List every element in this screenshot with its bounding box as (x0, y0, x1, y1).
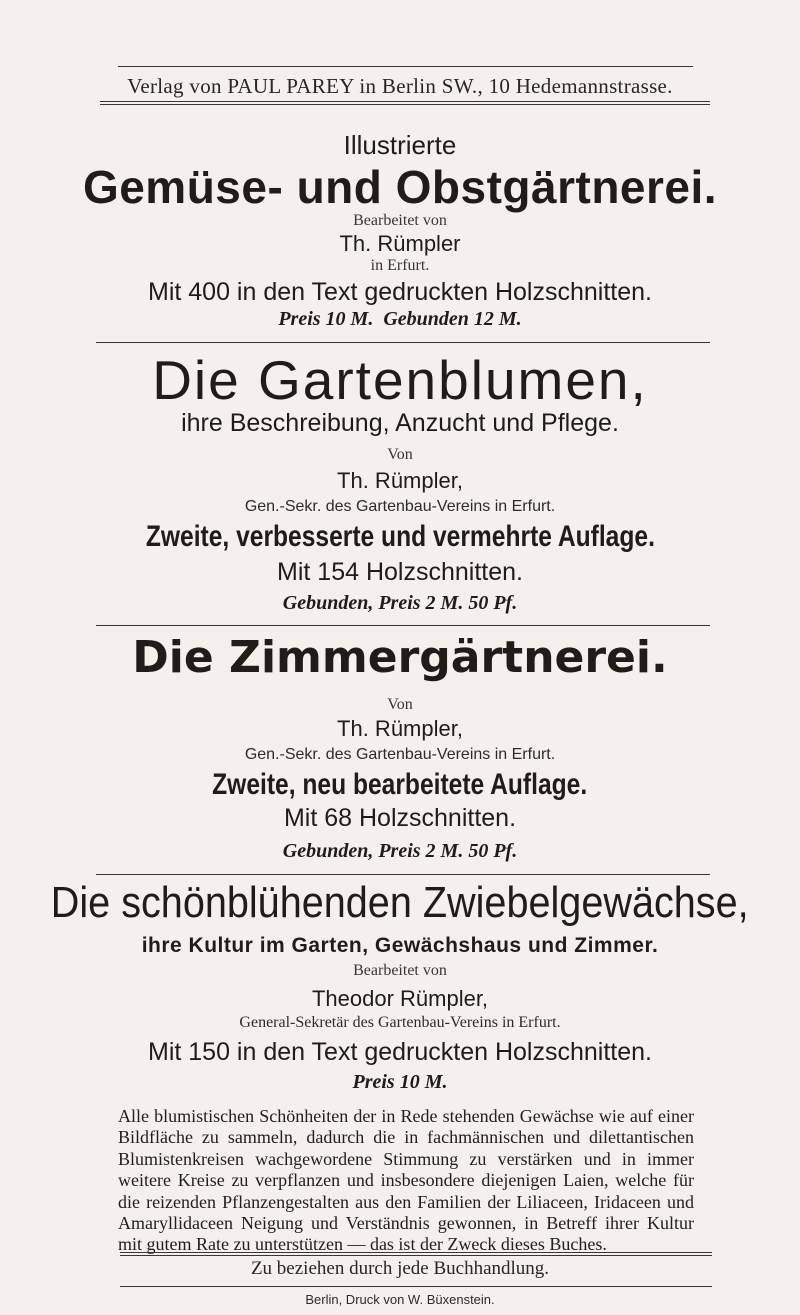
book4-title-wrap (0, 878, 800, 928)
book3-illustrations: Mit 68 Holzschnitten. (283, 804, 517, 832)
divider-1 (96, 342, 710, 343)
book4-price: Preis 10 M. (352, 1071, 448, 1093)
publisher-line: Verlag von PAUL PAREY in Berlin SW., 10 Hedemannstrasse. (127, 74, 673, 98)
book1-price: Preis 10 M. Gebunden 12 M. (278, 308, 522, 330)
book4-position: General-Sekretär des Gartenbau-Vereins in Erfurt. (239, 1014, 561, 1031)
book2-illustrations: Mit 154 Holzschnitten. (277, 558, 523, 586)
book2-subtitle: ihre Beschreibung, Anzucht und Pflege. (181, 409, 619, 437)
book3-price: Gebunden, Preis 2 M. 50 Pf. (282, 840, 518, 862)
book2-edition-wrap (0, 520, 800, 554)
book4-description: Alle blumistischen Schönheiten der in Rede stehenden Gewächse wie auf einer Bildfläche zu sammeln, dadurch die in fachmännischen und dilettantischen Blumistenkreisen wachgewordene Stimmung zu verstärken und in immer weitere Kreise zu verpflanzen und insbesondere diejenigen Laien, welche für die reizenden Pflanzengestalten aus den Familien der Liliaceen, Iridaceen und Amaryllidaceen Neigung und Verständnis gewonnen, in Betreff ihrer Kultur mit gutem Rate zu unterstützen — das ist der Zweck dieses Buches. (118, 1106, 694, 1255)
book3-position: Gen.-Sekr. des Gartenbau-Vereins in Erfurt. (244, 746, 556, 763)
book1-title: Gemüse- und Obstgärtnerei. (82, 161, 718, 213)
book4-author: Theodor Rümpler, (311, 986, 489, 1011)
book3-edition: Zweite, neu bearbeitete Auflage. (212, 768, 588, 801)
footer-top-rule (120, 1252, 712, 1256)
book4-subtitle: ihre Kultur im Garten, Gewächshaus und Zimmer. (141, 934, 659, 957)
divider-2 (96, 625, 710, 626)
book3-by: Von (387, 696, 413, 713)
book2-price: Gebunden, Preis 2 M. 50 Pf. (282, 592, 518, 614)
printer-note: Berlin, Druck von W. Büxenstein. (305, 1292, 495, 1307)
availability-note: Zu beziehen durch jede Buchhandlung. (250, 1258, 550, 1279)
divider-3 (96, 874, 710, 875)
book1-illustrations: Mit 400 in den Text gedruckten Holzschnitten. (148, 278, 652, 306)
book2-by: Von (387, 446, 413, 463)
book2-title: Die Gartenblumen, (152, 349, 648, 411)
book4-title: Die schönblühenden Zwiebelgewächse, (51, 878, 749, 927)
book2-position: Gen.-Sekr. des Gartenbau-Vereins in Erfurt. (244, 498, 556, 515)
book1-author: Th. Rümpler (339, 231, 461, 256)
top-rule (118, 66, 693, 67)
book3-title: Die Zimmergärtnerei. (132, 632, 668, 683)
book3-edition-wrap (0, 768, 800, 802)
book1-edited-by: Bearbeitet von (353, 212, 447, 229)
book1-label: Illustrierte (343, 130, 457, 160)
header-rule (100, 101, 710, 105)
footer-bottom-rule (120, 1286, 712, 1287)
book4-illustrations: Mit 150 in den Text gedruckten Holzschnitten. (148, 1038, 652, 1066)
book2-edition: Zweite, verbesserte und vermehrte Auflage. (145, 520, 655, 553)
book2-author: Th. Rümpler, (337, 468, 463, 493)
book3-author: Th. Rümpler, (337, 716, 463, 741)
book4-edited-by: Bearbeitet von (353, 962, 447, 979)
book1-location: in Erfurt. (370, 257, 430, 274)
